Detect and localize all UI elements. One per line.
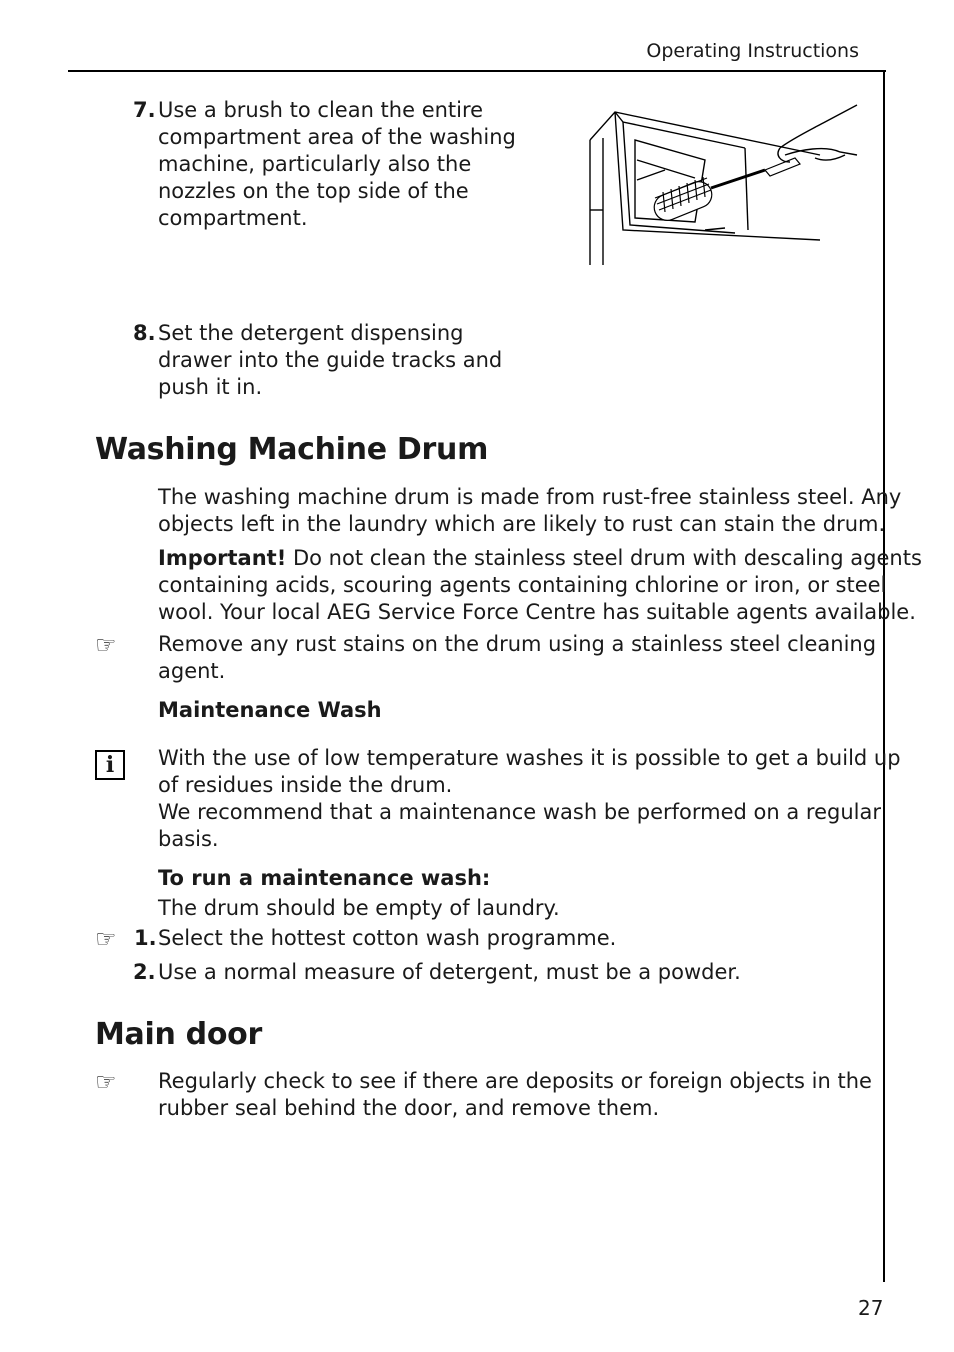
hand-pointer-icon: ☞ [95, 1068, 117, 1096]
step-8-line: push it in. [158, 375, 263, 399]
margin-rule [883, 70, 885, 1282]
maintenance-info-line: basis. [158, 827, 219, 851]
section-title-door: Main door [95, 1017, 262, 1052]
step-8-line: Set the detergent dispensing [158, 321, 464, 345]
important-note [158, 545, 922, 626]
running-header: Operating Instructions [646, 40, 859, 62]
maintenance-wash-title: Maintenance Wash [158, 698, 382, 722]
section-title-drum: Washing Machine Drum [95, 432, 489, 467]
run-step-1-number: 1. [134, 926, 157, 950]
step-8-line: drawer into the guide tracks and [158, 348, 503, 372]
header-rule [68, 70, 886, 72]
drum-paragraph-line: The washing machine drum is made from rust-free stainless steel. Any [158, 485, 902, 509]
run-step-1-text: Select the hottest cotton wash programme. [158, 926, 617, 950]
drum-paragraph-line: objects left in the laundry which are likely to rust can stain the drum. [158, 512, 886, 536]
drum-paragraph [158, 484, 901, 538]
step-7-line: compartment. [158, 206, 308, 230]
run-step-2-number: 2. [133, 960, 156, 984]
maintenance-info-line: of residues inside the drum. [158, 773, 453, 797]
step-7-line: Use a brush to clean the entire [158, 98, 484, 122]
maintenance-info-line: We recommend that a maintenance wash be performed on a regular [158, 800, 881, 824]
hand-pointer-icon: ☞ [95, 631, 117, 659]
maintenance-info [158, 745, 901, 853]
door-tip-line: Regularly check to see if there are deposits or foreign objects in the [158, 1069, 872, 1093]
step-8-text [158, 320, 502, 401]
step-7-number: 7. [133, 98, 156, 122]
run-maintenance-note: The drum should be empty of laundry. [158, 896, 560, 920]
important-line: containing acids, scouring agents containing chlorine or iron, or steel [158, 573, 887, 597]
run-maintenance-title: To run a maintenance wash: [158, 866, 491, 890]
page-number: 27 [858, 1296, 884, 1320]
important-line: wool. Your local AEG Service Force Centre has suitable agents available. [158, 600, 916, 624]
rust-tip-line: Remove any rust stains on the drum using a stainless steel cleaning [158, 632, 877, 656]
maintenance-info-line: With the use of low temperature washes it is possible to get a build up [158, 746, 901, 770]
info-icon: i [95, 750, 125, 780]
hand-pointer-icon: ☞ [95, 925, 117, 953]
brush-cleaning-drawer-illustration [585, 100, 865, 270]
step-7-line: compartment area of the washing [158, 125, 516, 149]
door-tip [158, 1068, 872, 1122]
door-tip-line: rubber seal behind the door, and remove them. [158, 1096, 660, 1120]
step-7-line: machine, particularly also the [158, 152, 472, 176]
step-7-text [158, 97, 516, 232]
step-7-line: nozzles on the top side of the [158, 179, 469, 203]
rust-tip [158, 631, 876, 685]
rust-tip-line: agent. [158, 659, 226, 683]
run-step-2-text: Use a normal measure of detergent, must be a powder. [158, 960, 741, 984]
important-line: Do not clean the stainless steel drum with descaling agents [292, 546, 922, 570]
important-label: Important! [158, 546, 287, 570]
step-8-number: 8. [133, 321, 156, 345]
